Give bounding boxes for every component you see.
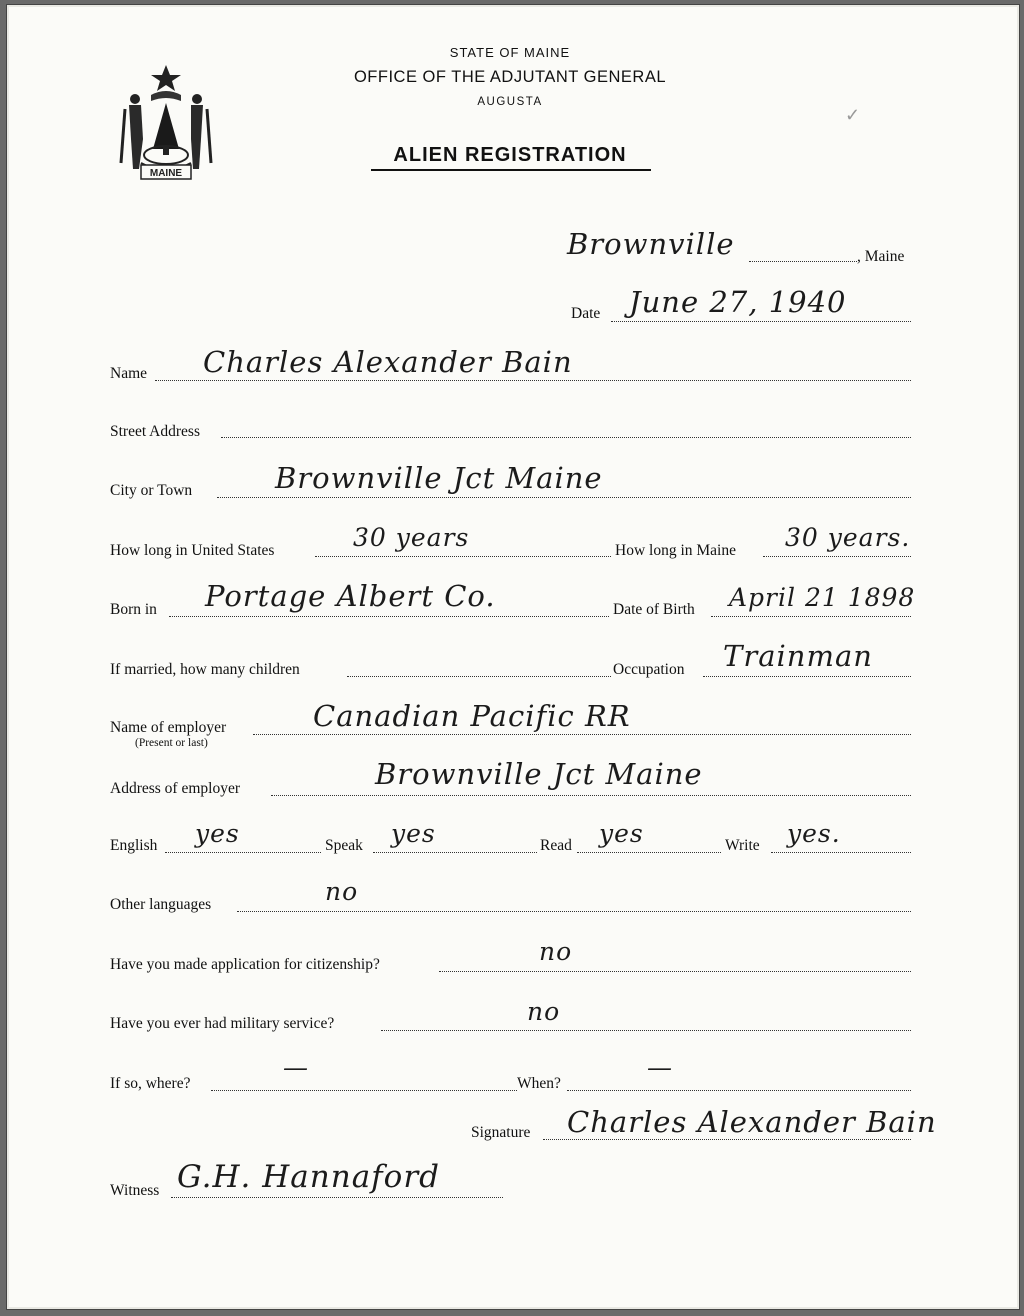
name-label: Name — [110, 365, 148, 382]
read-label: Read — [540, 837, 572, 854]
how-long-me-label: How long in Maine — [615, 542, 736, 559]
city-town-label: City or Town — [110, 482, 193, 499]
witness-entry: G.H. Hannaford — [177, 1159, 440, 1195]
city-town-entry: Brownville Jct Maine — [275, 461, 603, 495]
employer-label: Name of employer — [110, 719, 227, 736]
where-label: If so, where? — [110, 1075, 191, 1092]
name-entry: Charles Alexander Bain — [203, 345, 573, 379]
how-long-us-label: How long in United States — [110, 542, 275, 559]
employer-note: (Present or last) — [135, 737, 208, 749]
date-entry: June 27, 1940 — [629, 285, 847, 319]
speak-label: Speak — [325, 837, 363, 854]
office-heading: OFFICE OF THE ADJUTANT GENERAL — [353, 68, 667, 86]
employer-address-label: Address of employer — [110, 780, 240, 797]
how-long-me-entry: 30 years. — [785, 523, 911, 552]
married-label: If married, how many children — [110, 661, 300, 678]
citizenship-entry: no — [539, 937, 573, 966]
citizenship-label: Have you made application for citizenship? — [110, 956, 380, 973]
town-entry: Brownville — [567, 227, 735, 261]
witness-label: Witness — [110, 1182, 160, 1199]
employer-address-entry: Brownville Jct Maine — [375, 757, 703, 791]
employer-entry: Canadian Pacific RR — [313, 699, 631, 733]
maine-label: , Maine — [857, 248, 905, 265]
other-languages-label: Other languages — [110, 896, 212, 913]
when-label: When? — [517, 1075, 561, 1092]
read-entry: yes — [599, 819, 644, 848]
state-heading: STATE OF MAINE — [449, 45, 571, 60]
dob-entry: April 21 1898 — [729, 583, 916, 612]
form-title: ALIEN REGISTRATION — [393, 144, 627, 166]
where-entry: — — [283, 1053, 309, 1082]
seal-label: MAINE — [149, 168, 183, 179]
military-entry: no — [527, 997, 561, 1026]
check-mark: ✓ — [845, 105, 861, 125]
maine-state-seal — [111, 59, 221, 185]
occupation-label: Occupation — [613, 661, 685, 678]
write-label: Write — [725, 837, 760, 854]
write-entry: yes. — [787, 819, 841, 848]
when-entry: — — [647, 1053, 673, 1082]
english-label: English — [110, 837, 158, 854]
date-label: Date — [571, 305, 601, 322]
born-in-entry: Portage Albert Co. — [205, 579, 496, 613]
speak-entry: yes — [391, 819, 436, 848]
signature-entry: Charles Alexander Bain — [567, 1105, 937, 1139]
city-heading: AUGUSTA — [477, 96, 543, 108]
other-languages-entry: no — [325, 877, 359, 906]
born-in-label: Born in — [110, 601, 157, 618]
signature-label: Signature — [471, 1124, 531, 1141]
occupation-entry: Trainman — [723, 639, 873, 673]
street-label: Street Address — [110, 423, 200, 440]
alien-registration-form — [6, 4, 1020, 1310]
how-long-us-entry: 30 years — [353, 523, 470, 552]
military-label: Have you ever had military service? — [110, 1015, 335, 1032]
dob-label: Date of Birth — [613, 601, 695, 618]
english-entry: yes — [195, 819, 240, 848]
title-underline — [371, 169, 651, 171]
